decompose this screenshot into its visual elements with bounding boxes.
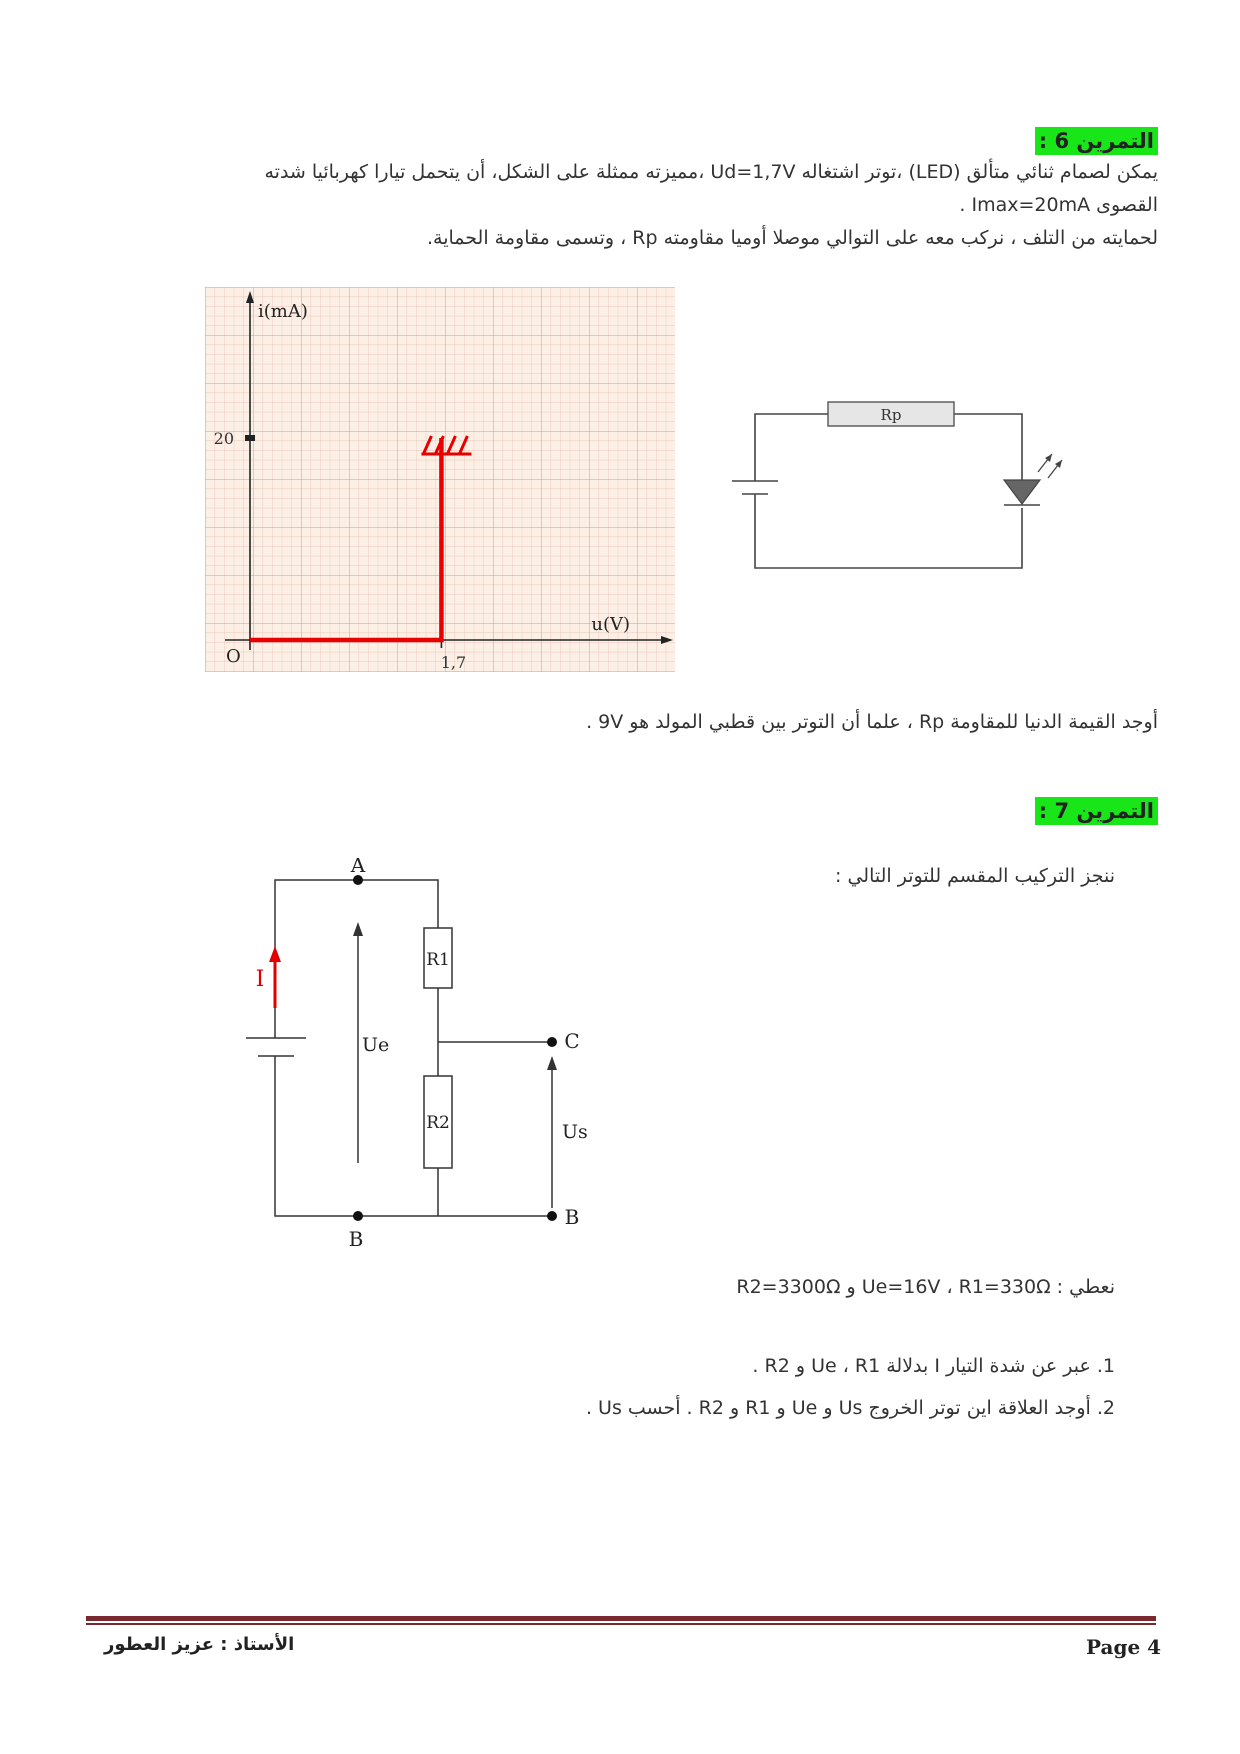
footer-rule-thin xyxy=(86,1623,1156,1625)
x-tick-label: 1,7 xyxy=(440,653,467,672)
circuit2-wire-left-top xyxy=(275,880,438,1038)
exercise-7-question-1: 1. عبر عن شدة التيار I بدلالة Ue ، R1 و R2 . xyxy=(752,1355,1115,1377)
node-b-right-label: B xyxy=(564,1205,580,1229)
y-tick-20 xyxy=(245,435,255,441)
circuit1-wire-bottom xyxy=(755,504,1022,568)
circuit1-led-icon xyxy=(1004,480,1040,504)
exercise-7-intro: ننجز التركيب المقسم للتوتر التالي : xyxy=(835,865,1115,887)
exercise-7-question-2: 2. أوجد العلاقة اين توتر الخروج Us و Ue و R1 و R2 . أحسب Us . xyxy=(585,1397,1115,1419)
node-b-left-dot xyxy=(353,1211,363,1221)
resistor-r2-label: R2 xyxy=(426,1113,450,1133)
y-axis-label: i(mA) xyxy=(258,301,308,322)
circuit1-resistor-label: Rp xyxy=(880,406,902,424)
exercise-6-line-1: يمكن لصمام ثنائي متألق (LED) ،توتر اشتغاله Ud=1,7V ،مميزته ممثلة على الشكل، أن يتحمل تيارا كهربائيا شدته xyxy=(264,161,1158,183)
exercise-6-line-2: القصوى Imax=20mA . xyxy=(959,194,1158,216)
led-characteristic-chart xyxy=(205,287,675,672)
node-a-label: A xyxy=(350,858,366,877)
footer-author: الأستاذ : عزيز العطور xyxy=(104,1634,295,1655)
node-c-label: C xyxy=(564,1029,580,1053)
exercise-6-question: أوجد القيمة الدنيا للمقاومة Rp ، علما أن التوتر بين قطبي المولد هو 9V . xyxy=(586,711,1158,733)
footer-rule-thick xyxy=(86,1616,1156,1621)
exercise-7-givens: نعطي : Ue=16V ، R1=330Ω و R2=3300Ω xyxy=(736,1276,1115,1298)
origin-label: O xyxy=(226,646,241,667)
node-c-dot xyxy=(547,1037,557,1047)
resistor-r1-label: R1 xyxy=(426,950,450,970)
circuit1-wire-top-left xyxy=(755,414,828,470)
ue-label: Ue xyxy=(362,1034,390,1056)
led-protection-circuit xyxy=(720,390,1080,580)
circuit1-wire-top-right xyxy=(954,414,1022,480)
current-label: I xyxy=(255,967,265,992)
x-axis-label: u(V) xyxy=(591,614,630,635)
circuit2-wire-left-bottom xyxy=(275,1056,438,1216)
exercise-6-title: التمرين 6 : xyxy=(1035,127,1158,155)
node-b-right-dot xyxy=(547,1211,557,1221)
voltage-divider-circuit xyxy=(230,858,610,1258)
y-tick-label: 20 xyxy=(213,429,234,448)
node-b-left-label: B xyxy=(348,1227,364,1251)
footer-page-number: Page 4 xyxy=(1086,1635,1162,1659)
exercise-6-line-3: لحمايته من التلف ، نركب معه على التوالي موصلا أوميا مقاومته Rp ، وتسمى مقاومة الحماية. xyxy=(427,227,1158,249)
us-label: Us xyxy=(562,1121,588,1143)
exercise-7-title: التمرين 7 : xyxy=(1035,797,1158,825)
